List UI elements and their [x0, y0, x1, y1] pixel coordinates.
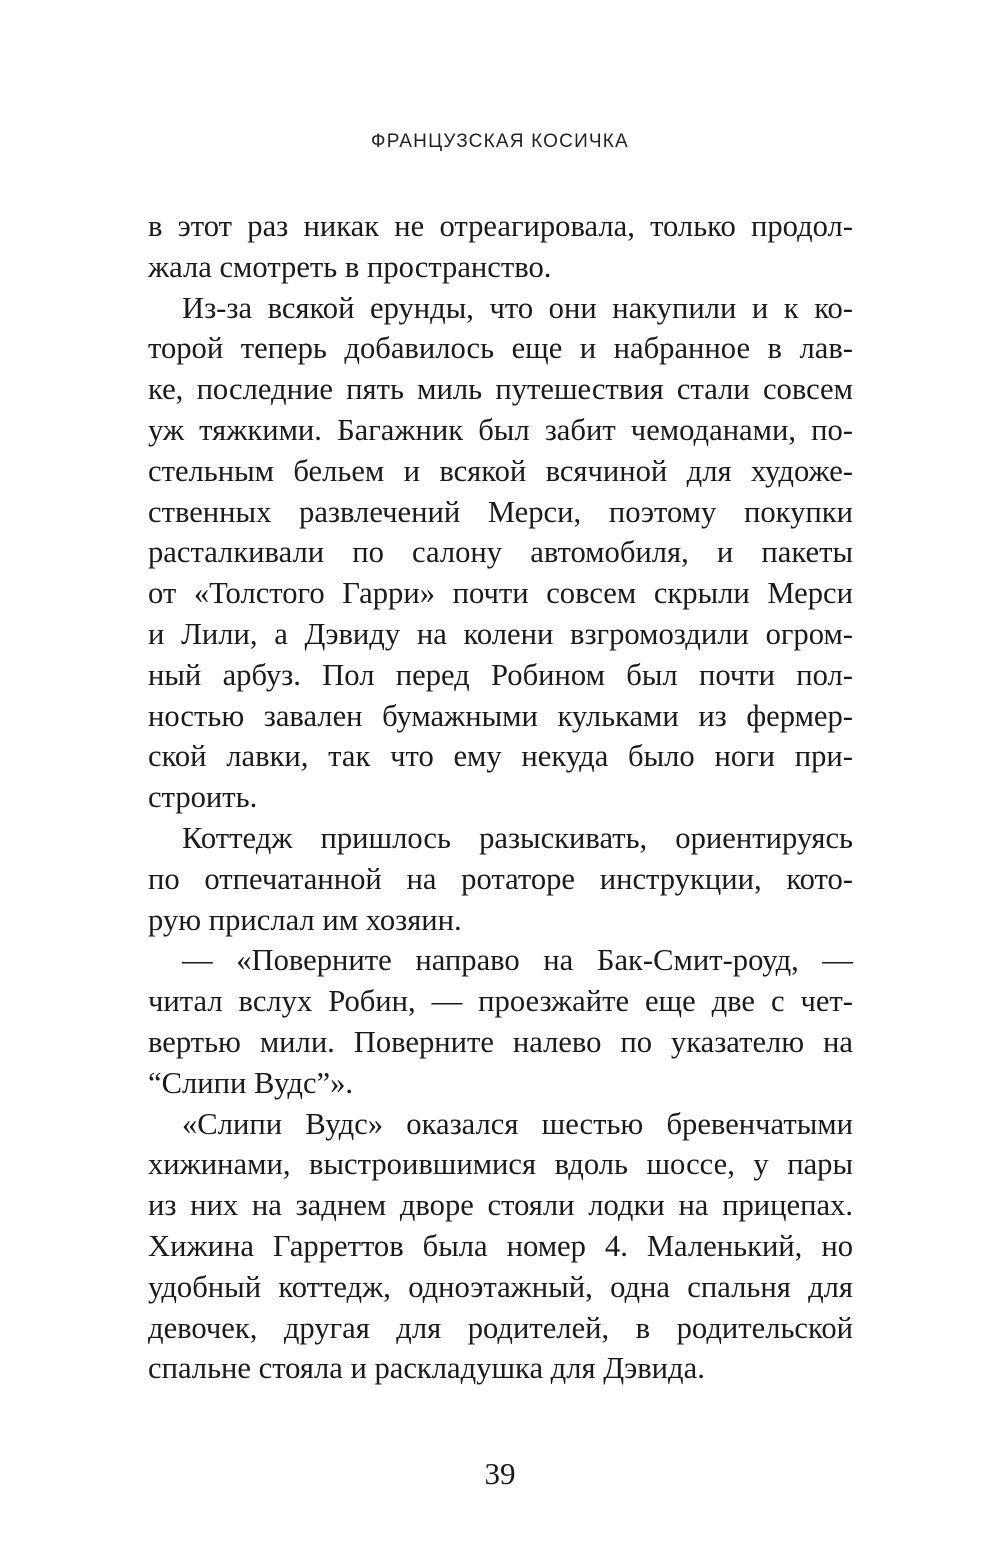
paragraph: [148, 818, 853, 940]
paragraph: [148, 206, 853, 288]
text-line: девочек, другая для родителей, в родительской: [148, 1310, 853, 1345]
page-number: 39: [484, 1456, 516, 1491]
text-line: «Слипи Вудс» оказался шестью бревенчатыми: [182, 1106, 853, 1141]
text-line: “Слипи Вудс”».: [148, 1065, 354, 1100]
text-line: Из-за всякой ерунды, что они накупили и к ко-: [182, 290, 853, 325]
paragraph: [148, 940, 853, 1103]
text-line: Коттедж пришлось разыскивать, ориентируясь: [182, 820, 853, 855]
text-line: вертью мили. Поверните налево по указателю на: [148, 1024, 853, 1059]
text-line: — «Поверните направо на Бак-Смит-роуд, —: [182, 943, 853, 978]
text-line: и Лили, а Дэвиду на колени взгромоздили огром-: [148, 616, 853, 651]
text-line: стельным бельем и всякой всячиной для художе-: [148, 453, 853, 488]
text-line: расталкивали по салону автомобиля, и пакеты: [148, 535, 853, 570]
text-line: ской лавки, так что ему некуда было ноги при-: [148, 739, 853, 774]
text-line: уж тяжкими. Багажник был забит чемоданами, по-: [148, 412, 853, 447]
text-line: по отпечатанной на ротаторе инструкции, кото-: [148, 861, 853, 896]
running-header: ФРАНЦУЗСКАЯ КОСИЧКА: [371, 131, 629, 152]
text-line: торой теперь добавилось еще и набранное в лав-: [148, 331, 853, 366]
text-line: удобный коттедж, одноэтажный, одна спальня для: [148, 1269, 853, 1304]
text-line: ке, последние пять миль путешествия стали совсем: [148, 372, 853, 407]
text-line: строить.: [148, 780, 258, 815]
text-line: ностью завален бумажными кульками из фермер-: [148, 698, 853, 733]
paragraph: [148, 1104, 853, 1390]
text-line: рую прислал им хозяин.: [148, 902, 462, 937]
paragraph: [148, 288, 853, 818]
text-line: Хижина Гарреттов была номер 4. Маленький, но: [148, 1228, 853, 1263]
text-line: жала смотреть в пространство.: [148, 249, 552, 284]
text-line: спальне стояла и раскладушка для Дэвида.: [148, 1351, 705, 1386]
body-text: [148, 206, 853, 1389]
text-line: в этот раз никак не отреагировала, только продол-: [148, 209, 853, 243]
text-line: ный арбуз. Пол перед Робином был почти пол-: [148, 657, 853, 692]
text-line: из них на заднем дворе стояли лодки на прицепах.: [148, 1188, 853, 1223]
text-line: читал вслух Робин, — проезжайте еще две с чет-: [148, 984, 853, 1019]
text-line: хижинами, выстроившимися вдоль шоссе, у пары: [148, 1147, 853, 1182]
text-line: ственных развлечений Мерси, поэтому покупки: [148, 494, 853, 529]
text-line: от «Толстого Гарри» почти совсем скрыли Мерси: [148, 576, 853, 611]
